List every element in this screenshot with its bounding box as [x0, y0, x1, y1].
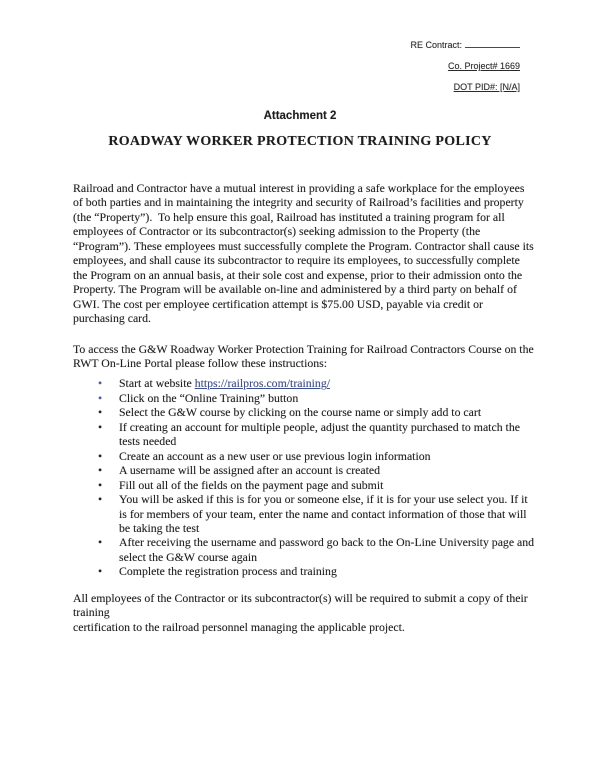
- re-contract-label: RE Contract:: [410, 40, 462, 50]
- list-item: • You will be asked if this is for you or someone else, if it is for your use select you. If it is for members of your team, enter the name and contact information of those that will be taking the test: [73, 492, 535, 535]
- closing-line: certification to the railroad personnel managing the applicable project.: [73, 619, 405, 634]
- training-url-link[interactable]: https://railpros.com/training/: [194, 376, 331, 391]
- attachment-label: Attachment 2: [263, 110, 337, 122]
- co-project-field: Co. Project# 1669: [447, 61, 520, 71]
- list-item: • A username will be assigned after an account is created: [73, 463, 535, 477]
- list-item: • Complete the registration process and training: [73, 564, 535, 578]
- instructions-list: [73, 376, 535, 578]
- list-item: • Create an account as a new user or use previous login information: [73, 449, 535, 463]
- list-item: [73, 376, 535, 390]
- page-title: ROADWAY WORKER PROTECTION TRAINING POLICY: [108, 134, 492, 149]
- closing-paragraph: [73, 591, 535, 634]
- document-body: [73, 181, 535, 634]
- closing-line: training: [73, 605, 110, 620]
- intro-paragraph: Railroad and Contractor have a mutual interest in providing a safe workplace for the employees of both parties and in maintaining the integrity and security of Railroad’s facilities and property (the “Property”). To help ensure this goal, Railroad has instituted a training program for all employees of Contractor or its subcontractor(s) seeking admission to the Property (the “Program”). These employees must successfully complete the Program. Contractor shall cause its employees, and shall cause its subcontractor to require its employees, to successfully complete the Program on an annual basis, at their sole cost and expense, prior to their admission onto the Property. The Program will be available on-line and administered by a third party on behalf of GWI. The cost per employee certification attempt is $75.00 USD, payable via credit or purchasing card.: [73, 181, 537, 326]
- link-bullet-prefix: Start at website: [119, 376, 195, 391]
- re-contract-field: [410, 39, 520, 50]
- dot-pid-field: DOT PID#: [N/A]: [453, 82, 520, 92]
- re-contract-blank: [465, 39, 520, 48]
- list-item: • After receiving the username and password go back to the On-Line University page and select the G&W course again: [73, 535, 535, 564]
- instructions-intro-paragraph: To access the G&W Roadway Worker Protection Training for Railroad Contractors Course on the RWT On-Line Portal please follow these instructions:: [73, 341, 537, 370]
- closing-line: All employees of the Contractor or its subcontractor(s) will be required to submit a copy of their: [73, 590, 528, 605]
- list-item: • Click on the “Online Training” button: [73, 391, 535, 405]
- list-item: • If creating an account for multiple people, adjust the quantity purchased to match the tests needed: [73, 420, 535, 449]
- header-meta-block: [410, 39, 520, 103]
- list-item: • Fill out all of the fields on the payment page and submit: [73, 478, 535, 492]
- list-item: • Select the G&W course by clicking on the course name or simply add to cart: [73, 405, 535, 419]
